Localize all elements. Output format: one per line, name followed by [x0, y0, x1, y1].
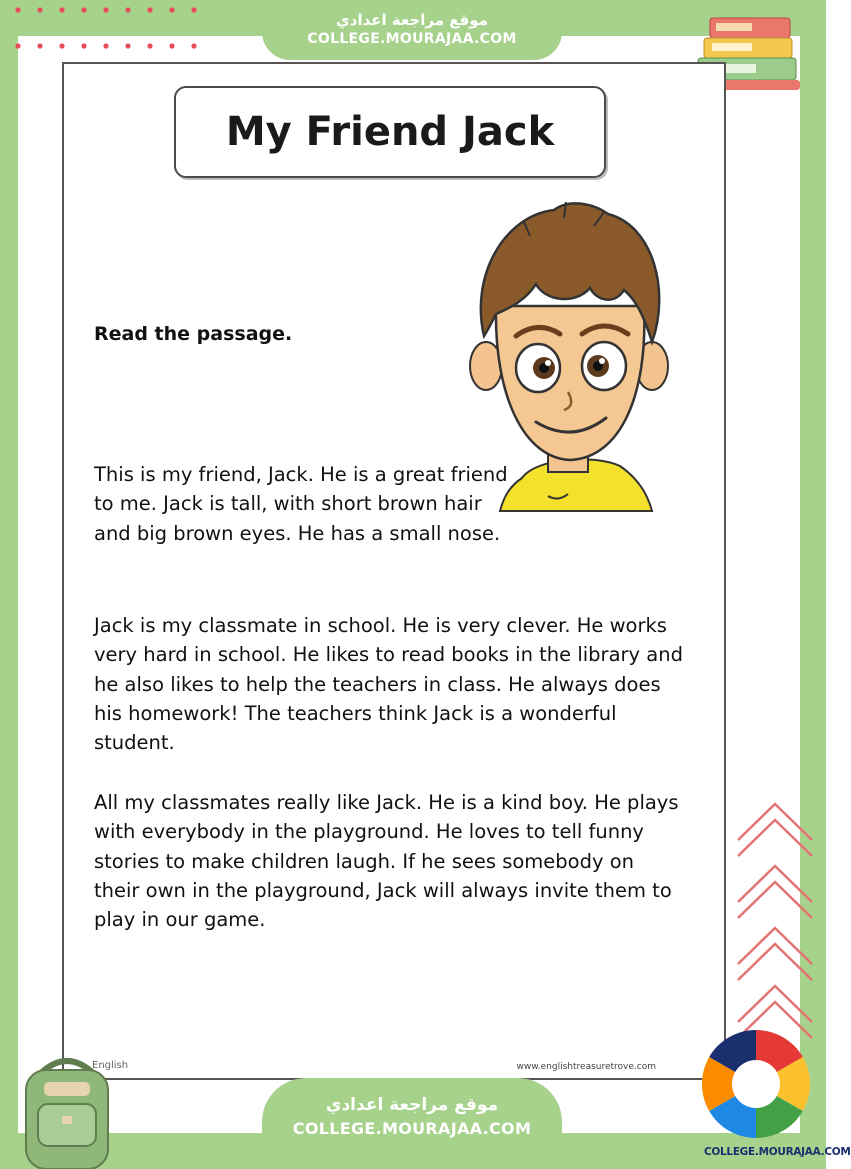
worksheet: [62, 62, 726, 1080]
site-domain[interactable]: COLLEGE.MOURAJAA.COM: [307, 31, 517, 47]
school-wheel-icon: [694, 1028, 818, 1140]
frame-left: [0, 0, 18, 1169]
paragraph-1: This is my friend, Jack. He is a great friend to me. Jack is tall, with short brown hair and big brown eyes. He has a small nose.: [94, 463, 508, 545]
site-domain-bottom[interactable]: COLLEGE.MOURAJAA.COM: [292, 1119, 532, 1138]
worksheet-title: My Friend Jack: [225, 109, 555, 155]
paragraph-2: Jack is my classmate in school. He is very clever. He works very hard in school. He likes to read books in the library and he also likes to help the teachers in class. He always does his homework! The teachers think Jack is a wonderful student.: [94, 614, 683, 755]
site-name-arabic: موقع مراجعة اعدادي: [336, 11, 488, 29]
site-badge-label: COLLEGE.MOURAJAA.COM: [704, 1146, 851, 1158]
backpack-icon: [12, 1052, 122, 1169]
site-banner-top[interactable]: [262, 2, 562, 60]
footer-url: www.englishtreasuretrove.com: [516, 1062, 656, 1072]
site-banner-bottom[interactable]: [262, 1078, 562, 1169]
decorative-dots: [12, 4, 212, 52]
paragraph-3: All my classmates really like Jack. He is a kind boy. He plays with everybody in the playground. He loves to tell funny stories to make children laugh. If he sees somebody on their own in the playground, Jack will always invite them to play in our game.: [94, 791, 679, 932]
chevron-up-icon: [732, 790, 818, 1040]
title-box: [174, 86, 606, 178]
site-name-arabic-bottom: موقع مراجعة اعدادي: [325, 1095, 499, 1115]
footer-logo: English: [92, 1060, 129, 1071]
instruction-text: Read the passage.: [94, 323, 293, 345]
